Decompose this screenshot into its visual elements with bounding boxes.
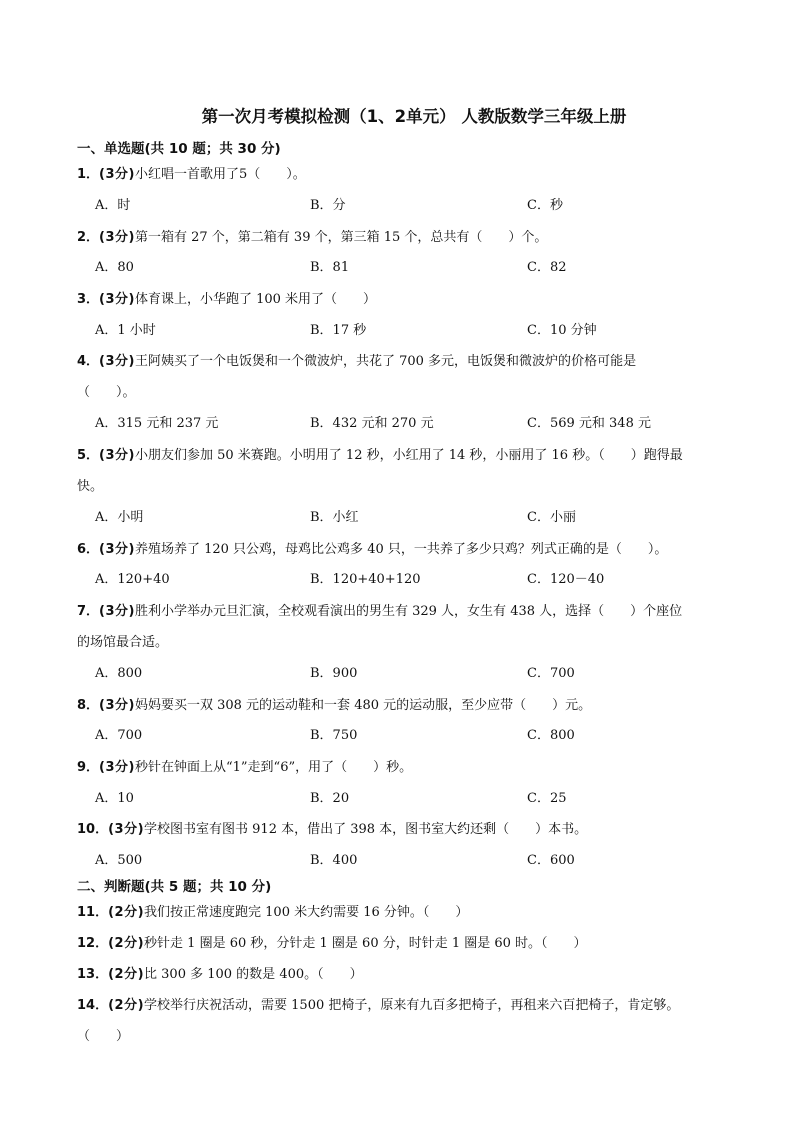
question-line [77,534,757,565]
question-text: 学校图书室有图书 912 本，借出了 398 本，图书室大约还剩（ ）本书。 [144,822,588,837]
option-b[interactable]: B．900 [310,666,358,681]
question-line [77,814,757,845]
question-line [77,346,757,377]
question-number: 5． [77,448,100,463]
option-c[interactable]: C．小丽 [527,510,576,525]
option-b[interactable]: B．小红 [310,510,359,525]
question-8 [77,690,757,721]
option-c[interactable]: C．82 [527,260,567,275]
question-number: 11． [77,905,109,920]
question-line-continued: （ ） [77,1029,130,1044]
question-line [77,752,757,783]
options-row [95,258,755,278]
option-a[interactable]: A．小明 [95,510,144,525]
question-6 [77,534,757,565]
option-c[interactable]: C．800 [527,728,575,743]
option-b[interactable]: B．20 [310,791,350,806]
options-row [95,508,755,528]
question-line [77,990,757,1021]
question-score: (3分) [99,760,135,775]
option-b[interactable]: B．432 元和 270 元 [310,416,434,431]
question-9 [77,752,757,783]
question-score: (3分) [99,167,135,182]
question-text: 体育课上，小华跑了 100 米用了（ ） [134,292,377,307]
option-a[interactable]: A．315 元和 237 元 [95,416,219,431]
options-row [95,726,755,746]
question-text: 秒针走 1 圈是 60 秒，分针走 1 圈是 60 分，时针走 1 圈是 60 时。（ ） [144,936,587,951]
question-line [77,928,757,959]
question-5 [77,440,757,502]
option-b[interactable]: B．400 [310,853,358,868]
option-a[interactable]: A．800 [95,666,143,681]
question-4 [77,346,757,408]
question-line [77,159,757,190]
question-number: 14． [77,998,109,1013]
question-text: 王阿姨买了一个电饭煲和一个微波炉，共花了 700 多元，电饭煲和微波炉的价格可能是 [134,354,637,369]
question-line-continued: 的场馆最合适。 [77,635,169,650]
option-b[interactable]: B．81 [310,260,350,275]
question-14 [77,990,757,1052]
option-a[interactable]: A．1 小时 [95,323,156,338]
option-a[interactable]: A．700 [95,728,143,743]
question-number: 3． [77,292,100,307]
question-score: (3分) [99,604,135,619]
options-row [95,570,755,590]
question-line [77,959,757,990]
question-text: 比 300 多 100 的数是 400。（ ） [144,967,363,982]
question-number: 1． [77,167,100,182]
question-number: 12． [77,936,109,951]
question-text: 妈妈要买一双 308 元的运动鞋和一套 480 元的运动服，至少应带（ ）元。 [134,698,592,713]
question-12 [77,928,757,959]
question-number: 8． [77,698,100,713]
options-row [95,664,755,684]
option-b[interactable]: B．分 [310,198,346,213]
question-11 [77,897,757,928]
question-text: 我们按正常速度跑完 100 米大约需要 16 分钟。（ ） [144,905,469,920]
question-text: 第一箱有 27 个，第二箱有 39 个，第三箱 15 个，总共有（ ）个。 [134,230,548,245]
question-text: 小红唱一首歌用了5（ ）。 [134,167,306,182]
question-score: (3分) [99,354,135,369]
option-a[interactable]: A．10 [95,791,134,806]
question-7 [77,596,757,658]
question-10 [77,814,757,845]
option-a[interactable]: A．时 [95,198,131,213]
question-13 [77,959,757,990]
option-b[interactable]: B．17 秒 [310,323,367,338]
question-line-continued: 快。 [77,479,104,494]
option-c[interactable]: C．569 元和 348 元 [527,416,651,431]
question-score: (2分) [108,967,145,982]
question-text: 小朋友们参加 50 米赛跑。小明用了 12 秒，小红用了 14 秒，小丽用了 16 秒。（ ）跑得最 [134,448,683,463]
question-3 [77,284,757,315]
question-text: 胜利小学举办元旦汇演，全校观看演出的男生有 329 人，女生有 438 人，选择（ ）个座位 [134,604,683,619]
question-number: 9． [77,760,100,775]
question-score: (3分) [99,230,135,245]
question-score: (2分) [108,936,145,951]
question-2 [77,222,757,253]
option-c[interactable]: C．秒 [527,198,563,213]
option-b[interactable]: B．750 [310,728,358,743]
question-line [77,596,757,627]
question-line-continued: （ ）。 [77,385,136,400]
question-line [77,440,757,471]
option-c[interactable]: C．120－40 [527,572,605,587]
question-score: (2分) [108,998,145,1013]
question-number: 10． [77,822,109,837]
option-a[interactable]: A．120+40 [95,572,170,587]
question-1 [77,159,757,190]
question-score: (3分) [99,448,135,463]
option-a[interactable]: A．500 [95,853,143,868]
option-a[interactable]: A．80 [95,260,134,275]
question-number: 13． [77,967,109,982]
options-row [95,321,755,341]
option-c[interactable]: C．600 [527,853,575,868]
question-number: 7． [77,604,100,619]
options-row [95,851,755,871]
question-number: 2． [77,230,100,245]
options-row [95,196,755,216]
question-line [77,690,757,721]
section-heading-true-false: 二、判断题(共 5 题；共 10 分) [77,879,272,895]
question-line [77,222,757,253]
option-c[interactable]: C．10 分钟 [527,323,597,338]
question-number: 4． [77,354,100,369]
option-c[interactable]: C．700 [527,666,575,681]
question-score: (3分) [99,292,135,307]
question-score: (3分) [99,698,135,713]
question-score: (3分) [108,822,145,837]
question-text: 养殖场养了 120 只公鸡，母鸡比公鸡多 40 只，一共养了多少只鸡？列式正确的是（ ）。 [134,542,668,557]
question-number: 6． [77,542,100,557]
question-score: (2分) [108,905,145,920]
option-c[interactable]: C．25 [527,791,567,806]
question-line [77,897,757,928]
options-row [95,414,755,434]
options-row [95,789,755,809]
question-score: (3分) [99,542,135,557]
question-line [77,284,757,315]
question-text: 学校举行庆祝活动，需要 1500 把椅子，原来有九百多把椅子，再租来六百把椅子，肯定够。 [144,998,680,1013]
page-title: 第一次月考模拟检测（1、2单元） 人教版数学三年级上册 [201,107,627,126]
section-heading-single-choice: 一、单选题(共 10 题；共 30 分) [77,141,281,157]
question-text: 秒针在钟面上从“1”走到“6”，用了（ ）秒。 [134,760,413,775]
option-b[interactable]: B．120+40+120 [310,572,421,587]
